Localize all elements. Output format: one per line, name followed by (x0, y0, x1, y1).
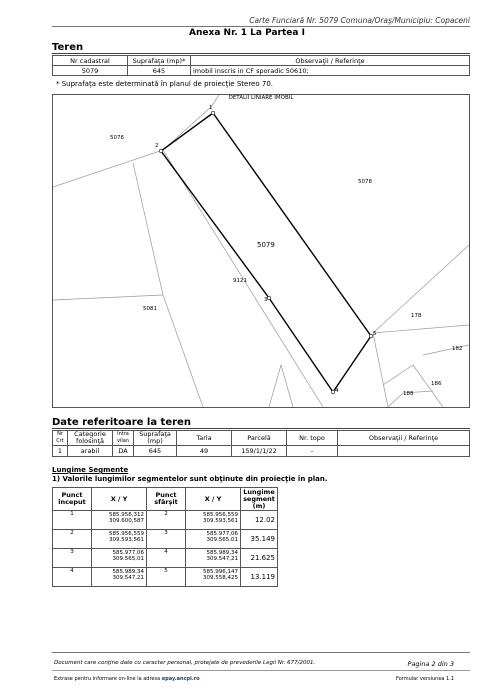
point-label-4: 4 (335, 388, 339, 394)
table-row (53, 549, 278, 568)
footer-source (54, 676, 200, 682)
coord-x: 585.989,34 (112, 569, 144, 575)
segment-end-xy (186, 530, 241, 549)
table-row (53, 530, 278, 549)
segment-start-point: 1 (53, 511, 92, 530)
col-observatii: Observaţii / Referinţe (191, 56, 470, 66)
lungime-subtitle: 1) Valorile lungimilor segmentelor sunt obţinute din proiecţie în plan. (52, 475, 328, 483)
coord-x: 585.956,559 (109, 531, 144, 537)
segment-length: 35.149 (241, 530, 278, 549)
segment-start-point: 3 (53, 549, 92, 568)
cell-suprafata-mp: 645 (134, 446, 177, 457)
footer-divider (52, 652, 470, 653)
col-categorie: Categorie folosinţă (68, 431, 113, 446)
cell-observatii: imobil inscris in CF sporadic 50610; (191, 66, 470, 76)
col-xy-start: X / Y (92, 488, 147, 511)
parcel-label-182: 182 (452, 346, 463, 352)
col-nr-crt: Nr Crt (53, 431, 68, 446)
cell-suprafata: 645 (128, 66, 191, 76)
parcel-map-drawing (53, 95, 469, 407)
segment-end-point: 4 (147, 549, 186, 568)
col-punct-sfarsit: Punct sfârşit (147, 488, 186, 511)
col-parcela: Parcelă (232, 431, 287, 446)
coord-y: 309.593,561 (203, 518, 238, 524)
segment-end-point: 2 (147, 511, 186, 530)
neighbor-boundary (133, 163, 163, 295)
lungime-title: Lungime Segmente (52, 466, 129, 474)
footer-source-text: Extrase pentru informare on-line la adresa (54, 676, 161, 682)
point-label-1: 1 (209, 105, 213, 111)
page-number: Pagina 2 din 3 (407, 660, 454, 668)
map-title: DETALII LINIARE IMOBIL (228, 95, 294, 101)
coord-x: 585.956,559 (203, 512, 238, 518)
col-nr-topo: Nr. topo (287, 431, 338, 446)
col-punct-inceput: Punct început (53, 488, 92, 511)
teren-table (52, 55, 470, 76)
segment-end-xy (186, 511, 241, 530)
parcel-label-5078: 5078 (358, 179, 372, 185)
cell-nr-cadastral: 5079 (53, 66, 128, 76)
segment-end-point: 5 (147, 568, 186, 587)
cell-tarla: 49 (177, 446, 232, 457)
carte-header: Carte Funciară Nr. 5079 Comuna/Oraş/Municipiu: Copaceni (249, 16, 470, 25)
segment-start-xy (92, 549, 147, 568)
surface-note: * Suprafaţa este determinată în planul de proiecţie Stereo 70. (56, 80, 274, 88)
date-ref-table (52, 430, 470, 457)
form-version: Formular versiunea 1.1 (396, 676, 454, 682)
col-suprafata-mp: Suprafaţa (mp) (134, 431, 177, 446)
neighbor-boundary (53, 150, 163, 187)
coord-y: 309.547,21 (112, 575, 144, 581)
segment-length: 13.119 (241, 568, 278, 587)
date-ref-title: Date referitoare la teren (52, 417, 470, 429)
cell-nr-topo: - (287, 446, 338, 457)
coord-y: 309.558,425 (203, 575, 238, 581)
segment-start-xy (92, 511, 147, 530)
footer-divider-2 (52, 670, 470, 671)
coord-y: 309.600,587 (109, 518, 144, 524)
segment-length: 12.02 (241, 511, 278, 530)
vertex-marker (211, 111, 215, 115)
segment-start-xy (92, 530, 147, 549)
col-tarla: Tarla (177, 431, 232, 446)
parcel-label-9121: 9121 (233, 278, 247, 284)
segment-start-xy (92, 568, 147, 587)
parcel-label-5079: 5079 (257, 241, 275, 249)
col-suprafata: Suprafaţa (mp)* (128, 56, 191, 66)
cell-nr-crt: 1 (53, 446, 68, 457)
coord-x: 585.977,06 (112, 550, 144, 556)
cell-observatii-ref (338, 446, 470, 457)
col-lungime: Lungime segment (m) (241, 488, 278, 511)
table-row (53, 568, 278, 587)
coord-y: 309.547,21 (206, 556, 238, 562)
cell-intravilan: DA (113, 446, 134, 457)
segment-start-point: 2 (53, 530, 92, 549)
segment-start-point: 4 (53, 568, 92, 587)
col-nr-cadastral: Nr cadastral (53, 56, 128, 66)
col-xy-end: X / Y (186, 488, 241, 511)
point-label-3: 3 (264, 297, 268, 303)
parcel-outline (161, 113, 371, 392)
cell-categorie: arabil (68, 446, 113, 457)
point-label-5: 5 (373, 331, 377, 337)
coord-x: 585.956,312 (109, 512, 144, 518)
parcel-label-5081: 5081 (143, 306, 157, 312)
segment-end-point: 3 (147, 530, 186, 549)
parcel-label-186: 186 (431, 381, 442, 387)
parcel-label-5076: 5076 (110, 135, 124, 141)
coord-x: 585.977,06 (206, 531, 238, 537)
coord-y: 309.565,01 (112, 556, 144, 562)
cell-parcela: 159/1/1/22 (232, 446, 287, 457)
header-divider (52, 26, 470, 27)
coord-y: 309.593,561 (109, 537, 144, 543)
col-intravilan: Intra vilan (113, 431, 134, 446)
teren-title: Teren (52, 42, 470, 54)
parcel-label-178: 178 (411, 313, 422, 319)
parcel-label-188: 188 (403, 391, 414, 397)
table-row (53, 511, 278, 530)
coord-x: 585.989,34 (206, 550, 238, 556)
segment-end-xy (186, 549, 241, 568)
footer-legal-note: Document care conţine date cu caracter personal, protejate de prevederile Legii Nr. 677/2001. (54, 660, 316, 666)
col-observatii-ref: Observaţii / Referinţe (338, 431, 470, 446)
coord-x: 585.996,147 (203, 569, 238, 575)
segment-end-xy (186, 568, 241, 587)
footer-source-link[interactable]: epay.ancpi.ro (161, 676, 200, 682)
annex-title: Anexa Nr. 1 La Partea I (189, 28, 305, 38)
point-label-2: 2 (155, 143, 159, 149)
coord-y: 309.565,01 (206, 537, 238, 543)
neighbor-boundary (373, 245, 469, 333)
parcel-map (52, 94, 470, 408)
segment-length: 21.625 (241, 549, 278, 568)
segment-table (52, 487, 278, 587)
